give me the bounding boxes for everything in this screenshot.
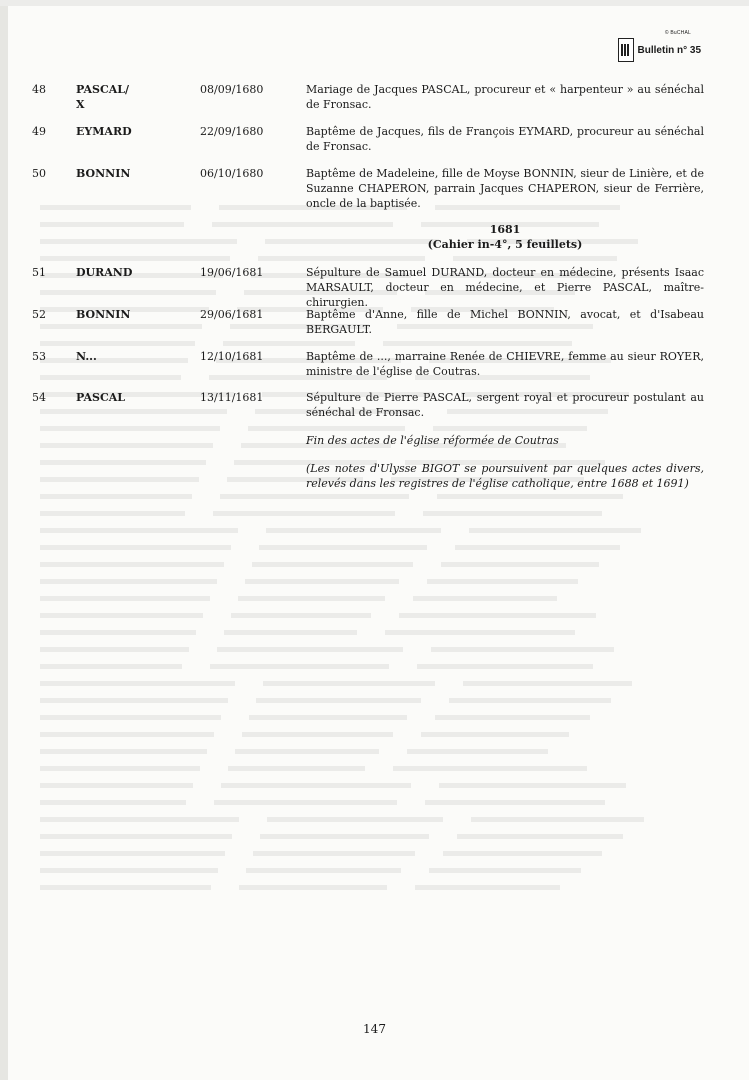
journal-logo-icon — [618, 38, 634, 62]
record-text: Sépulture de Samuel DURAND, docteur en médecine, présents Isaac MARSAULT, docteur en médecine, et Pierre PASCAL, maître-chirurgien. — [306, 266, 704, 309]
bleed-smudge — [449, 698, 611, 703]
bleed-row — [40, 556, 710, 573]
record-name: EYMARD — [76, 125, 132, 138]
bleed-smudge — [40, 375, 181, 380]
bleed-smudge — [40, 834, 232, 839]
record-date: 06/10/1680 — [200, 167, 264, 180]
bleed-smudge — [425, 800, 605, 805]
bleed-smudge — [213, 511, 395, 516]
bleed-row — [40, 675, 710, 692]
bleed-smudge — [235, 749, 379, 754]
bleed-smudge — [40, 409, 227, 414]
record-text: Baptême de ..., marraine Renée de CHIEVRE, femme au sieur ROYER, ministre de l'église de Coutras. — [306, 350, 704, 378]
record-text: Baptême de Madeleine, fille de Moyse BONNIN, sieur de Linière, et de Suzanne CHAPERON, parrain Jacques CHAPERON, sieur de Ferrière, oncle de la baptisée. — [306, 167, 704, 210]
bleed-smudge — [239, 885, 387, 890]
bleed-smudge — [439, 783, 626, 788]
bleed-smudge — [443, 851, 602, 856]
bleed-smudge — [40, 800, 186, 805]
bleed-smudge — [224, 630, 357, 635]
bleed-row — [40, 692, 710, 709]
bleed-smudge — [260, 834, 429, 839]
bleed-row — [40, 573, 710, 590]
bleed-row — [40, 607, 710, 624]
bleed-smudge — [441, 562, 599, 567]
bleed-smudge — [249, 715, 407, 720]
bleed-smudge — [40, 732, 214, 737]
record-date: 29/06/1681 — [200, 308, 264, 321]
bleed-row — [40, 760, 710, 777]
bleed-smudge — [40, 715, 221, 720]
bleed-smudge — [463, 681, 632, 686]
bleed-smudge — [421, 732, 569, 737]
bleed-smudge — [214, 800, 397, 805]
bleed-row — [40, 862, 710, 879]
bleed-smudge — [40, 545, 231, 550]
bleed-smudge — [457, 834, 623, 839]
bleed-smudge — [40, 324, 202, 329]
bleed-smudge — [407, 749, 548, 754]
record-number: 49 — [32, 125, 46, 138]
bleed-smudge — [40, 562, 224, 567]
bleed-smudge — [40, 664, 182, 669]
bleed-smudge — [256, 698, 421, 703]
bleed-smudge — [228, 766, 365, 771]
bleed-row — [40, 845, 710, 862]
bleed-smudge — [40, 851, 225, 856]
bleed-smudge — [253, 851, 415, 856]
record-name: PASCAL/ X — [76, 83, 129, 111]
bleed-smudge — [266, 528, 441, 533]
record-date: 13/11/1681 — [200, 391, 264, 404]
bleed-smudge — [435, 715, 590, 720]
record-date: 12/10/1681 — [200, 350, 264, 363]
record-number: 50 — [32, 167, 46, 180]
record-number: 54 — [32, 391, 46, 404]
bleed-row — [40, 811, 710, 828]
bleed-smudge — [217, 647, 403, 652]
bleed-smudge — [471, 817, 644, 822]
record-number: 51 — [32, 266, 46, 279]
section-year: 1681 — [489, 223, 521, 236]
bleed-smudge — [431, 647, 614, 652]
bleed-smudge — [469, 528, 641, 533]
bleed-row — [40, 709, 710, 726]
bleed-smudge — [40, 443, 213, 448]
bleed-smudge — [385, 630, 575, 635]
bleed-smudge — [40, 222, 184, 227]
record-text: Sépulture de Pierre PASCAL, sergent royal et procureur postulant au sénéchal de Fronsac. — [306, 391, 704, 419]
page-header — [618, 38, 701, 62]
record-number: 52 — [32, 308, 46, 321]
end-of-records-note: Fin des actes de l'église réformée de Coutras — [306, 434, 559, 447]
bleed-row — [40, 522, 710, 539]
continuation-note: (Les notes d'Ulysse BIGOT se poursuivent par quelques actes divers, relevés dans les registres de l'église catholique, entre 1688 et 1691) — [306, 462, 704, 490]
record-number: 53 — [32, 350, 46, 363]
page-number: 147 — [363, 1022, 386, 1036]
bleed-smudge — [40, 681, 235, 686]
bleed-smudge — [221, 783, 411, 788]
record-name: BONNIN — [76, 308, 131, 321]
bleed-smudge — [40, 596, 210, 601]
bleed-smudge — [40, 749, 207, 754]
record-number: 48 — [32, 83, 46, 96]
bulletin-number: Bulletin n° 35 — [637, 44, 701, 56]
bleed-smudge — [40, 290, 216, 295]
bleed-row — [40, 624, 710, 641]
bleed-smudge — [437, 494, 623, 499]
bleed-smudge — [40, 511, 185, 516]
record-date: 22/09/1680 — [200, 125, 264, 138]
record-date: 19/06/1681 — [200, 266, 264, 279]
bleed-smudge — [40, 817, 239, 822]
bleed-smudge — [399, 613, 596, 618]
bleed-smudge — [263, 681, 435, 686]
record-text: Mariage de Jacques PASCAL, procureur et « harpenteur » au sénéchal de Fronsac. — [306, 83, 704, 111]
page-edge-top — [0, 0, 749, 6]
record-name: BONNIN — [76, 167, 131, 180]
record-text: Baptême d'Anne, fille de Michel BONNIN, avocat, et d'Isabeau BERGAULT. — [306, 308, 704, 336]
bleed-row — [40, 641, 710, 658]
bleed-row — [40, 777, 710, 794]
bleed-smudge — [40, 528, 238, 533]
bleed-smudge — [40, 494, 192, 499]
bleed-smudge — [258, 256, 425, 261]
bleed-smudge — [429, 868, 581, 873]
bleed-smudge — [40, 647, 189, 652]
bleed-smudge — [210, 664, 389, 669]
bleed-smudge — [417, 664, 593, 669]
bleed-smudge — [433, 426, 587, 431]
record-name: N... — [76, 350, 97, 363]
bleed-smudge — [259, 545, 427, 550]
bleed-smudge — [40, 239, 237, 244]
page-edge — [0, 0, 8, 1080]
section-subtitle: (Cahier in-4°, 5 feuillets) — [427, 238, 583, 251]
bleed-smudge — [40, 613, 203, 618]
bleed-smudge — [223, 341, 355, 346]
bleed-row — [40, 828, 710, 845]
bleed-smudge — [242, 732, 393, 737]
record-date: 08/09/1680 — [200, 83, 264, 96]
bleed-row — [40, 658, 710, 675]
bleed-row — [40, 794, 710, 811]
bleed-smudge — [415, 885, 560, 890]
bleed-row — [40, 590, 710, 607]
bleed-smudge — [427, 579, 578, 584]
logo-caption: © BuCHAL — [664, 30, 691, 36]
bleed-smudge — [40, 868, 218, 873]
bleed-smudge — [220, 494, 409, 499]
bleed-smudge — [383, 341, 572, 346]
record-text: Baptême de Jacques, fils de François EYMARD, procureur au sénéchal de Fronsac. — [306, 125, 704, 153]
bleed-smudge — [252, 562, 413, 567]
bleed-row — [40, 539, 710, 556]
bleed-row — [40, 505, 710, 522]
bleed-smudge — [231, 613, 371, 618]
bleed-row — [40, 879, 710, 896]
bleed-smudge — [40, 460, 206, 465]
bleed-smudge — [40, 579, 217, 584]
bleed-smudge — [40, 885, 211, 890]
bleed-smudge — [455, 545, 620, 550]
bleed-smudge — [245, 579, 399, 584]
bleed-smudge — [413, 596, 557, 601]
bleed-smudge — [453, 256, 617, 261]
bleed-smudge — [40, 426, 220, 431]
bleed-smudge — [40, 341, 195, 346]
bleed-row — [40, 743, 710, 760]
bleed-smudge — [40, 630, 196, 635]
bleed-smudge — [40, 256, 230, 261]
bleed-smudge — [267, 817, 443, 822]
bleed-smudge — [40, 205, 191, 210]
bleed-smudge — [393, 766, 587, 771]
bleed-smudge — [248, 426, 405, 431]
record-name: DURAND — [76, 266, 133, 279]
record-name: PASCAL — [76, 391, 125, 404]
bleed-smudge — [238, 596, 385, 601]
bleed-smudge — [40, 783, 193, 788]
bleed-smudge — [40, 698, 228, 703]
bleed-row — [40, 726, 710, 743]
bleed-smudge — [40, 766, 200, 771]
bleed-smudge — [246, 868, 401, 873]
bleed-smudge — [40, 477, 199, 482]
bleed-smudge — [423, 511, 602, 516]
